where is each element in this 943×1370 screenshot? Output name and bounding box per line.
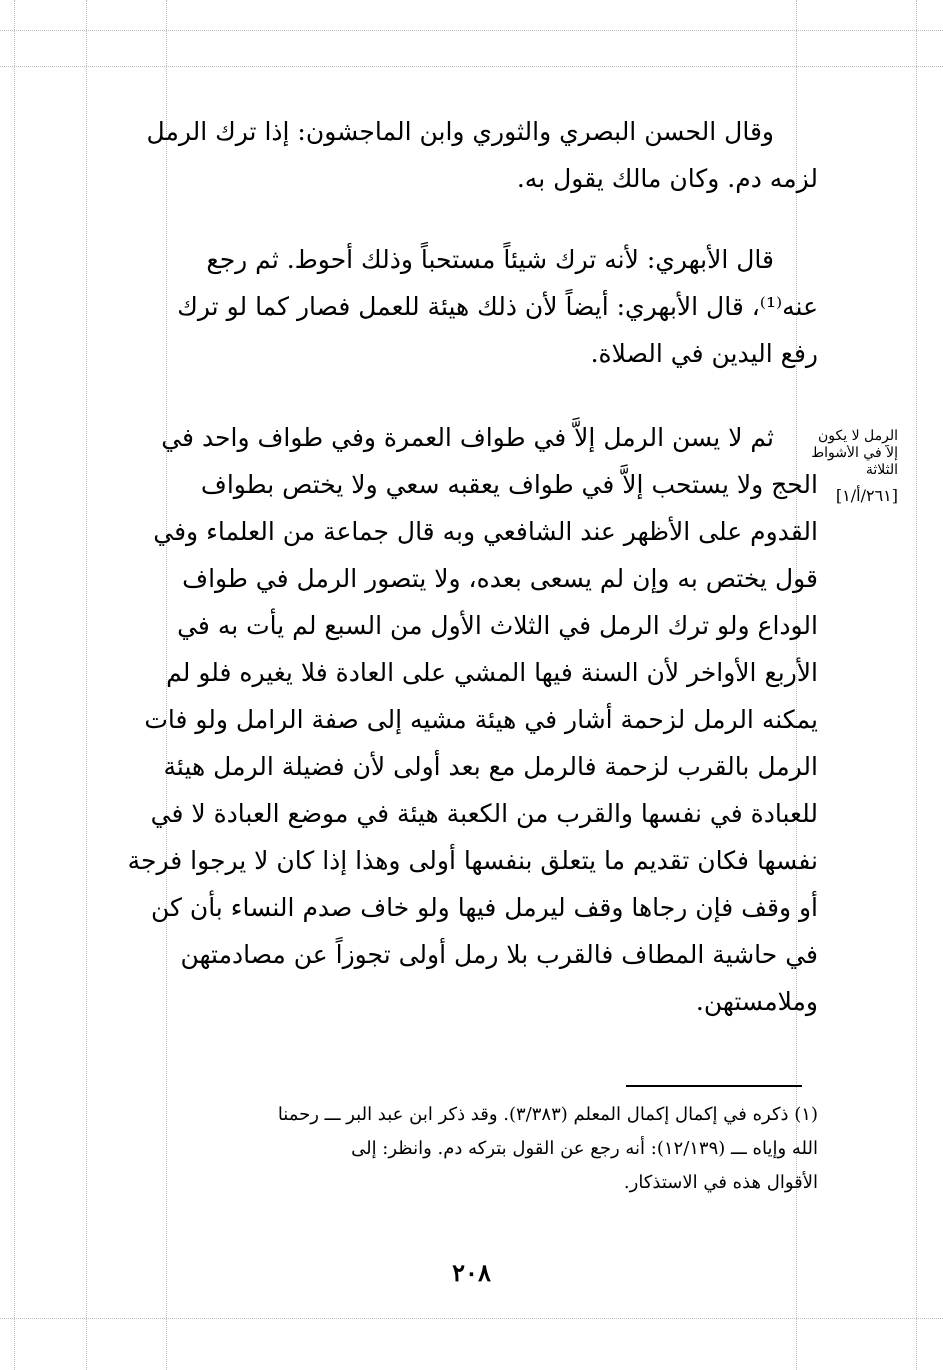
text-line: يمكنه الرمل لزحمة أشار في هيئة مشيه إلى صفة الرامل ولو فات — [144, 705, 818, 734]
manuscript-reference: [٢٦١/أ/١] — [835, 486, 898, 505]
margin-note-line: الثلاثة — [865, 462, 898, 478]
text-line: للعبادة في نفسها والقرب من الكعبة هيئة في موضع العبادة لا في — [150, 799, 818, 828]
text-line: لزمه دم. وكان مالك يقول به. — [516, 164, 818, 193]
text-line: الرمل بالقرب لزحمة فالرمل مع بعد أولى لأن فضيلة الرمل هيئة — [163, 752, 818, 781]
page-number: ٢٠٨ — [452, 1258, 491, 1287]
footnote-line: (١) ذكره في إكمال إكمال المعلم (٣/٣٨٣). وقد ذكر ابن عبد البر ـــ رحمنا — [277, 1104, 818, 1125]
footnotes — [128, 1098, 818, 1200]
text-line: نفسها فكان تقديم ما يتعلق بنفسها أولى وهذا إذا كان لا يرجوا فرجة — [128, 846, 818, 875]
text-line: الوداع ولو ترك الرمل في الثلاث الأول من السبع لم يأت به في — [177, 611, 818, 640]
text-line: القدوم على الأظهر عند الشافعي وبه قال جماعة من العلماء وفي — [153, 517, 818, 546]
text-line: الأربع الأواخر لأن السنة فيها المشي على العادة فلا يغيره فلو لم — [166, 658, 818, 687]
text-line: قال الأبهري: لأنه ترك شيئاً مستحباً وذلك أحوط. ثم رجع — [206, 245, 774, 274]
text-line: عنه⁽¹⁾، قال الأبهري: أيضاً لأن ذلك هيئة للعمل فصار كما لو ترك — [177, 292, 818, 321]
text-line: أو وقف فإن رجاها وقف ليرمل فيها ولو خاف صدم النساء بأن كن — [150, 893, 818, 922]
text-line: الحج ولا يستحب إلاَّ في طواف يعقبه سعي ولا يختص بطواف — [200, 470, 818, 499]
footnote-separator — [626, 1085, 802, 1087]
paragraph-2 — [128, 236, 818, 377]
margin-note-line: إلاَّ في الأشواط — [811, 445, 898, 461]
footnote-line: الله وإياه ـــ (١٢/١٣٩): أنه رجع عن القول بتركه دم. وانظر: إلى — [351, 1138, 818, 1159]
paragraph-1 — [128, 108, 818, 202]
margin-note-line: الرمل لا يكون — [817, 428, 898, 444]
text-line: وملامستهن. — [695, 987, 818, 1016]
text-line: رفع اليدين في الصلاة. — [590, 339, 818, 368]
text-line: وقال الحسن البصري والثوري وابن الماجشون: إذا ترك الرمل — [146, 117, 774, 146]
text-line: ثم لا يسن الرمل إلاَّ في طواف العمرة وفي طواف واحد في — [161, 423, 774, 452]
paragraph-3 — [128, 414, 818, 1025]
margin-note — [808, 428, 898, 504]
footnote-line: الأقوال هذه في الاستذكار. — [623, 1172, 818, 1193]
text-line: قول يختص به وإن لم يسعى بعده، ولا يتصور الرمل في طواف — [182, 564, 818, 593]
text-line: في حاشية المطاف فالقرب بلا رمل أولى تجوزاً عن مصادمتهن — [180, 940, 818, 969]
